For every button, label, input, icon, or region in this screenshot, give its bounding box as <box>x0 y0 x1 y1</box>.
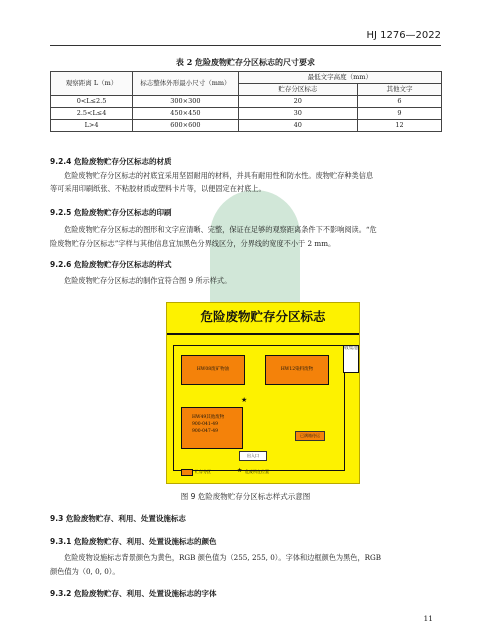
cell: 9 <box>357 108 441 120</box>
section-heading: 9.3.2 危险废物贮存、利用、处置设施标志的字体 <box>50 589 217 598</box>
storage-zone-sign <box>166 302 360 484</box>
header-other-text: 其他文字 <box>357 84 441 96</box>
section-heading: 9.3 危险废物贮存、利用、处置设施标志 <box>50 514 186 523</box>
legend-swatch <box>181 469 193 476</box>
zone-hw12: HW12染料废物 <box>265 355 329 385</box>
table-row <box>51 108 442 120</box>
section-heading: 9.2.5 危险废物贮存分区标志的印刷 <box>50 208 172 217</box>
section-heading: 9.2.6 危险废物贮存分区标志的样式 <box>50 260 172 269</box>
paragraph-line: 险废物贮存分区标志”字样与其他信息宜加黑色分界线区分，分界线的宽度不小于 2 mm。 <box>50 239 336 248</box>
location-star-icon: ★ <box>241 396 248 404</box>
legend-location: 危废所在位置 <box>245 469 269 474</box>
zone-hw49-code: 900-047-49 <box>192 429 218 434</box>
page-number: 11 <box>423 614 433 623</box>
cell: 600×600 <box>133 120 239 132</box>
paragraph-line: 危险废物贮存分区标志的衬底宜采用坚固耐用的材料，并具有耐用性和防水性。废物贮存种类信息 <box>64 171 374 180</box>
cell: 12 <box>357 120 441 132</box>
zone-hw49-code: 900-041-49 <box>192 422 218 427</box>
header-rule <box>50 45 441 46</box>
paragraph-line: 危险废物贮存分区标志的图形和文字应清晰、完整，保证在足够的观察距离条件下不影响阅读。“危 <box>64 225 377 234</box>
figure-caption: 图 9 危险废物贮存分区标志样式示意图 <box>180 492 311 501</box>
paragraph-line: 危险废物贮存分区标志的制作宜符合图 9 所示样式。 <box>64 276 232 285</box>
table-caption: 表 2 危险废物贮存分区标志的尺寸要求 <box>175 57 316 67</box>
zone-hw08: HW08废矿物油 <box>181 355 245 385</box>
entrance-label: 出入口 <box>239 451 267 461</box>
cell: 20 <box>238 96 357 108</box>
cell: 30 <box>238 108 357 120</box>
cell: 2.5<L≤4 <box>51 108 133 120</box>
paragraph-line: 等可采用印刷纸张、不粘胶材质或塑料卡片等，以便固定在衬底上。 <box>50 184 266 193</box>
cell: 40 <box>238 120 357 132</box>
legend-zone: 贮存分区 <box>195 469 211 474</box>
zone-hw49 <box>181 407 243 449</box>
zone-hw49-label: HW49其他废物 <box>192 415 225 420</box>
header-zone-text: 贮存分区标志 <box>238 84 357 96</box>
cell: 0<L≤2.5 <box>51 96 133 108</box>
cell: L>4 <box>51 120 133 132</box>
header-size: 标志整体外形最小尺寸（mm） <box>133 72 239 96</box>
paragraph-line: 颜色值为（0, 0, 0）。 <box>50 567 120 576</box>
size-table <box>50 71 442 132</box>
cell: 450×450 <box>133 108 239 120</box>
sign-title: 危险废物贮存分区标志 <box>200 309 326 324</box>
legend-star-icon: ★ <box>237 467 243 474</box>
paragraph-line: 危险废物设施标志背景颜色为黄色，RGB 颜色值为（255, 255, 0）。字体和边框颜色为黑色，RGB <box>64 553 382 562</box>
title-divider <box>167 333 359 335</box>
table-row <box>51 96 442 108</box>
section-heading: 9.3.1 危险废物贮存、利用、处置设施标志的颜色 <box>50 537 217 546</box>
cell: 300×300 <box>133 96 239 108</box>
section-heading: 9.2.4 危险废物贮存分区标志的材质 <box>50 157 172 166</box>
full-box-tag: 已满箱待运 <box>295 431 325 441</box>
collection-pool: 收集池 <box>343 345 359 373</box>
standard-number: HJ 1276—2022 <box>366 30 441 41</box>
header-text-height: 最低文字高度（mm） <box>238 72 441 84</box>
cell: 6 <box>357 96 441 108</box>
table-row <box>51 120 442 132</box>
header-distance: 观察距离 L（m） <box>51 72 133 96</box>
